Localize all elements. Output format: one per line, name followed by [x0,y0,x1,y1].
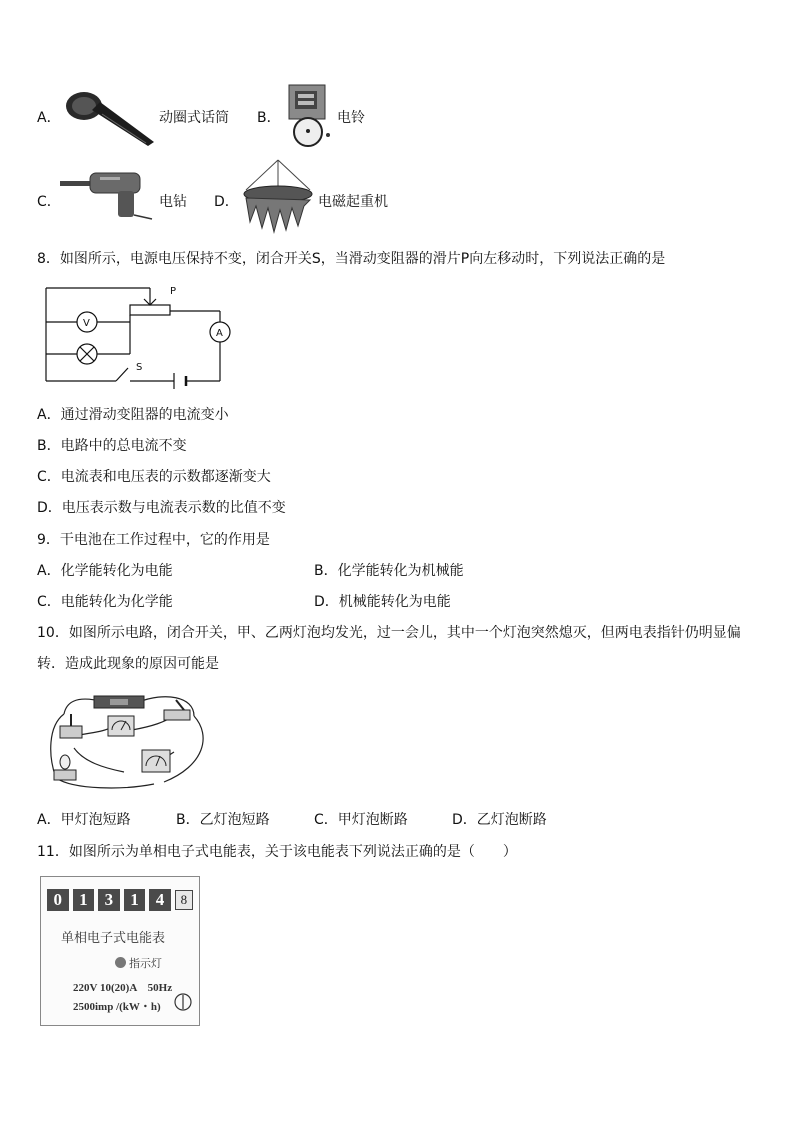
voltmeter-symbol-label: V [83,318,90,329]
meter-digit: 0 [47,889,69,911]
meter-digit: 3 [98,889,120,911]
q8-option-b: B．电路中的总电流不变 [37,438,187,454]
electromagnetic-crane-image [240,160,316,236]
switch-label: S [136,362,143,373]
q9-option-d: D．机械能转化为电能 [314,594,451,610]
meter-digit: 1 [124,889,146,911]
q7-option-c-label: 电钻 [159,194,187,210]
q9-option-b: B．化学能转化为机械能 [314,563,464,579]
indicator-label: 指示灯 [129,957,162,970]
ammeter-symbol-label: A [216,328,223,339]
q8-option-d: D．电压表示数与电流表示数的比值不变 [37,500,286,516]
q11-stem: 11．如图所示为单相电子式电能表，关于该电能表下列说法正确的是（ ） [37,844,517,860]
microphone-image [62,88,157,148]
electric-bell-image [284,84,334,150]
meter-spec-voltage: 220V 10(20)A 50Hz [73,982,173,994]
q9-stem: 9．干电池在工作过程中，它的作用是 [37,532,270,548]
meter-decimal-digit: 8 [175,890,193,910]
q8-circuit-diagram [40,282,240,387]
q10-circuit-photo [44,686,214,794]
q10-option-b: B．乙灯泡短路 [176,812,270,828]
indicator-light [115,957,126,968]
rheostat-slider-label: P [170,286,177,297]
q10-option-c: C．甲灯泡断路 [314,812,408,828]
q7-option-c-letter: C． [37,194,61,210]
energy-meter-panel [40,876,200,1026]
meter-terminal-icon [174,993,192,1011]
meter-digit: 1 [73,889,95,911]
q7-option-d-label: 电磁起重机 [318,194,388,210]
q8-option-a: A．通过滑动变阻器的电流变小 [37,407,229,423]
q7-option-a-letter: A． [37,110,61,126]
q7-option-b-letter: B． [257,110,281,126]
q9-option-a: A．化学能转化为电能 [37,563,173,579]
q10-stem-line2: 转．造成此现象的原因可能是 [37,656,219,672]
q8-option-c: C．电流表和电压表的示数都逐渐变大 [37,469,271,485]
electric-drill-image [60,163,156,223]
meter-spec-constant: 2500imp /(kW・h) [73,1001,161,1013]
q7-option-d-letter: D． [214,194,239,210]
q8-stem: 8．如图所示，电源电压保持不变，闭合开关S，当滑动变阻器的滑片P向左移动时，下列说法正确的是 [37,251,666,267]
meter-title: 单相电子式电能表 [61,931,166,946]
q10-option-d: D．乙灯泡断路 [452,812,547,828]
q7-option-a-label: 动圈式话筒 [159,110,229,126]
meter-digit-row [47,889,193,911]
q10-stem-line1: 10．如图所示电路，闭合开关，甲、乙两灯泡均发光，过一会儿，其中一个灯泡突然熄灭，但两电表指针仍明显偏 [37,625,741,641]
q10-option-a: A．甲灯泡短路 [37,812,131,828]
meter-digit: 4 [149,889,171,911]
q7-option-b-label: 电铃 [337,110,365,126]
q9-option-c: C．电能转化为化学能 [37,594,173,610]
